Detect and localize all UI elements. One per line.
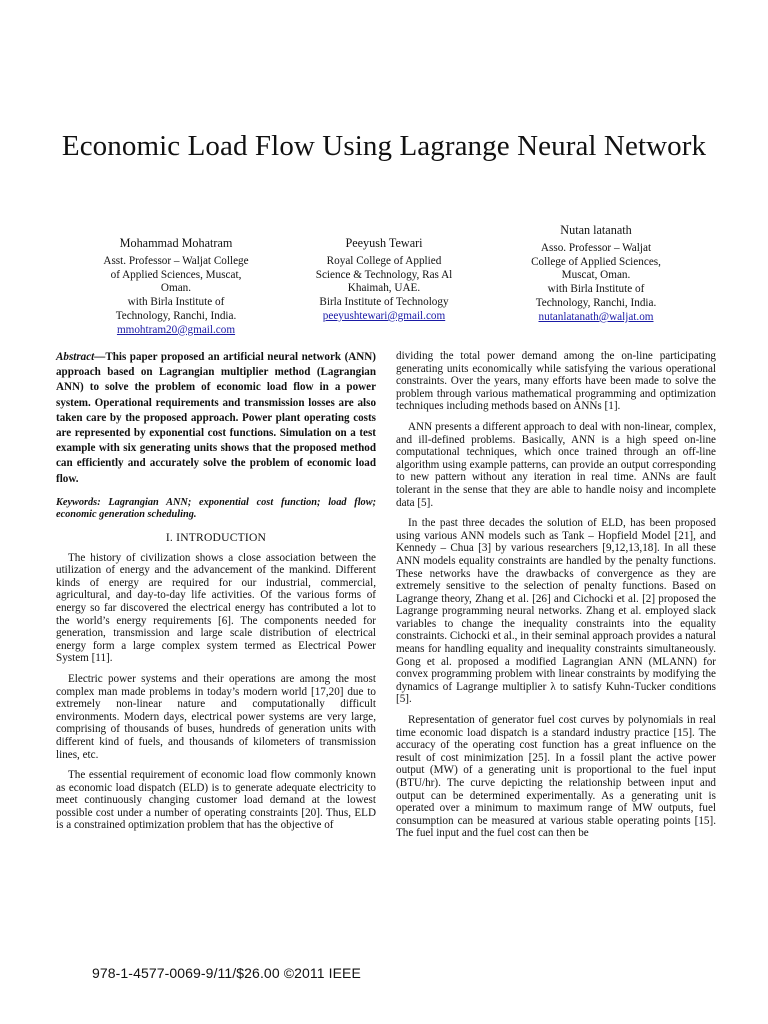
keywords: Keywords: Lagrangian ANN; exponential cost function; load flow; economic generation scheduling. xyxy=(56,496,376,521)
author-email-link[interactable]: mmohtram20@gmail.com xyxy=(116,323,236,336)
author-affiliation-line: Birla Institute of Technology xyxy=(319,296,449,309)
author-affiliation-line: Oman. xyxy=(160,282,192,295)
body-paragraph-continued: dividing the total power demand among the on-line participating generating units economically while satisfying the various operational constraints. Over the years, many efforts have been made to solve the problem through various mathematical programming and optimization techniques including methods based on ANNs [1]. xyxy=(396,350,716,413)
body-paragraph: Electric power systems and their operations are among the most complex man made problems in today’s modern world [17,20] due to extremely non-linear nature and computationally difficult environments. Modern days, electrical power systems are very large, comprising of thousands of buses, hundreds of generation units with different kind of fuels, and thousands of kilometers of transmission lines, etc. xyxy=(56,672,376,761)
author-affiliation-line: of Applied Sciences, Muscat, xyxy=(110,268,242,281)
section-heading-introduction: I. INTRODUCTION xyxy=(165,531,267,545)
author-affiliation-line: with Birla Institute of xyxy=(547,283,645,296)
author-affiliation-line: Khaimah, UAE. xyxy=(347,282,421,295)
left-column xyxy=(56,350,376,840)
author-block-3 xyxy=(496,224,696,325)
author-email-link[interactable]: nutanlatanath@waljat.om xyxy=(538,310,654,323)
body-paragraph: The history of civilization shows a close association between the utilization of energy and the advancement of the mankind. Different kinds of energy are required for our industrial, commercial, agricultural, and day-to-day life activities. Of the various forms of energy so far discovered the electrical energy has contributed a lot to the world’s energy requirements [6]. The components needed for generation, transmission and large scale distribution of electrical energy form a large complex system termed as Electrical Power System [11]. xyxy=(56,551,376,665)
author-email-link[interactable]: peeyushtewari@gmail.com xyxy=(322,309,446,322)
copyright-footer: 978-1-4577-0069-9/11/$26.00 ©2011 IEEE xyxy=(92,965,361,981)
author-affiliation-line: Technology, Ranchi, India. xyxy=(535,296,657,309)
abstract xyxy=(56,350,376,487)
body-paragraph: ANN presents a different approach to deal with non-linear, complex, and ill-defined problems. Basically, ANN is a high speed on-line computational techniques, which once trained through an off-line algorithm using example patterns, can provide an output corresponding to new pattern without any iteration in real time. ANNs are fault tolerant in the sense that they are able to handle noisy and incomplete data [5]. xyxy=(396,420,716,509)
author-affiliation-line: Royal College of Applied xyxy=(326,254,442,267)
author-affiliation-line: Muscat, Oman. xyxy=(561,269,631,282)
author-name: Nutan latanath xyxy=(560,223,632,237)
author-block-2 xyxy=(286,237,482,324)
author-name: Mohammad Mohatram xyxy=(119,236,233,250)
body-paragraph: The essential requirement of economic load flow commonly known as economic load dispatch (ELD) is to generate adequate electricity to meet continuously changing customer load demand at the lowest possible cost under a number of operating constraints [20]. Thus, ELD is a constrained optimization problem that has the objective of xyxy=(56,769,376,832)
body-paragraph: In the past three decades the solution of ELD, has been proposed using various ANN models such as Tank – Hopfield Model [21], and Kennedy – Chua [3] by various researchers [9,12,13,18]. In all these ANN models equality constraints are handled by the penalty functions. These networks have the drawbacks of convergence as they are extremely sensitive to the selection of penalty functions. Based on Lagrange theory, Zhang et al. [26] and Cichocki et al. [2] proposed the Lagrange programming neural networks. Zhang et al. employed slack variables to change the inequality constraints into the equality constraints. Cichocki et al., in their seminal approach provides a natural means for handling equality and inequality constraints simultaneously. Gong et al. proposed a modified Lagrangian ANN (MLANN) for convex programming problem with linear constraints by modifying the dynamics of Lagrange multiplier λ to satisfy Kuhn-Tucker conditions [5]. xyxy=(396,517,716,706)
author-affiliation-line: Asst. Professor – Waljat College xyxy=(103,254,249,267)
paper-title: Economic Load Flow Using Lagrange Neural Network xyxy=(61,130,707,162)
author-affiliation-line: College of Applied Sciences, xyxy=(531,255,661,268)
author-affiliation-line: Science & Technology, Ras Al xyxy=(315,268,453,281)
abstract-text: This paper proposed an artificial neural network (ANN) approach based on Lagrangian multiplier method (Lagrangian ANN) to solve the problem of economic load flow in a power system. Operational requirements and transmission losses are also taken care by the proposed approach. Power plant operating costs are represented by exponential cost functions. Simulation on a test example with six generating units shows that the proposed method can efficiently and accurately solve the problem of economic load flow. xyxy=(56,351,376,485)
author-affiliation-line: Asso. Professor – Waljat xyxy=(540,241,652,254)
right-column xyxy=(396,350,716,848)
author-affiliation-line: with Birla Institute of xyxy=(127,296,225,309)
author-affiliation-line: Technology, Ranchi, India. xyxy=(115,309,237,322)
author-block-1 xyxy=(78,237,274,338)
body-paragraph: Representation of generator fuel cost curves by polynomials in real time economic load dispatch is a standard industry practice [15]. The accuracy of the operating cost function has a great influence on the result of cost minimization [25]. In a fossil plant the active power output (MW) of a generating unit is proportional to the fuel input (BTU/hr). The curve depicting the relationship between input and output can be determined experimentally. As a generating unit is operated over a minimum to maximum range of MW outputs, fuel consumption can be measured at various stable operating points [15]. The fuel input and the fuel cost can then be xyxy=(396,714,716,840)
abstract-label: Abstract— xyxy=(56,351,106,363)
author-name: Peeyush Tewari xyxy=(345,236,423,250)
